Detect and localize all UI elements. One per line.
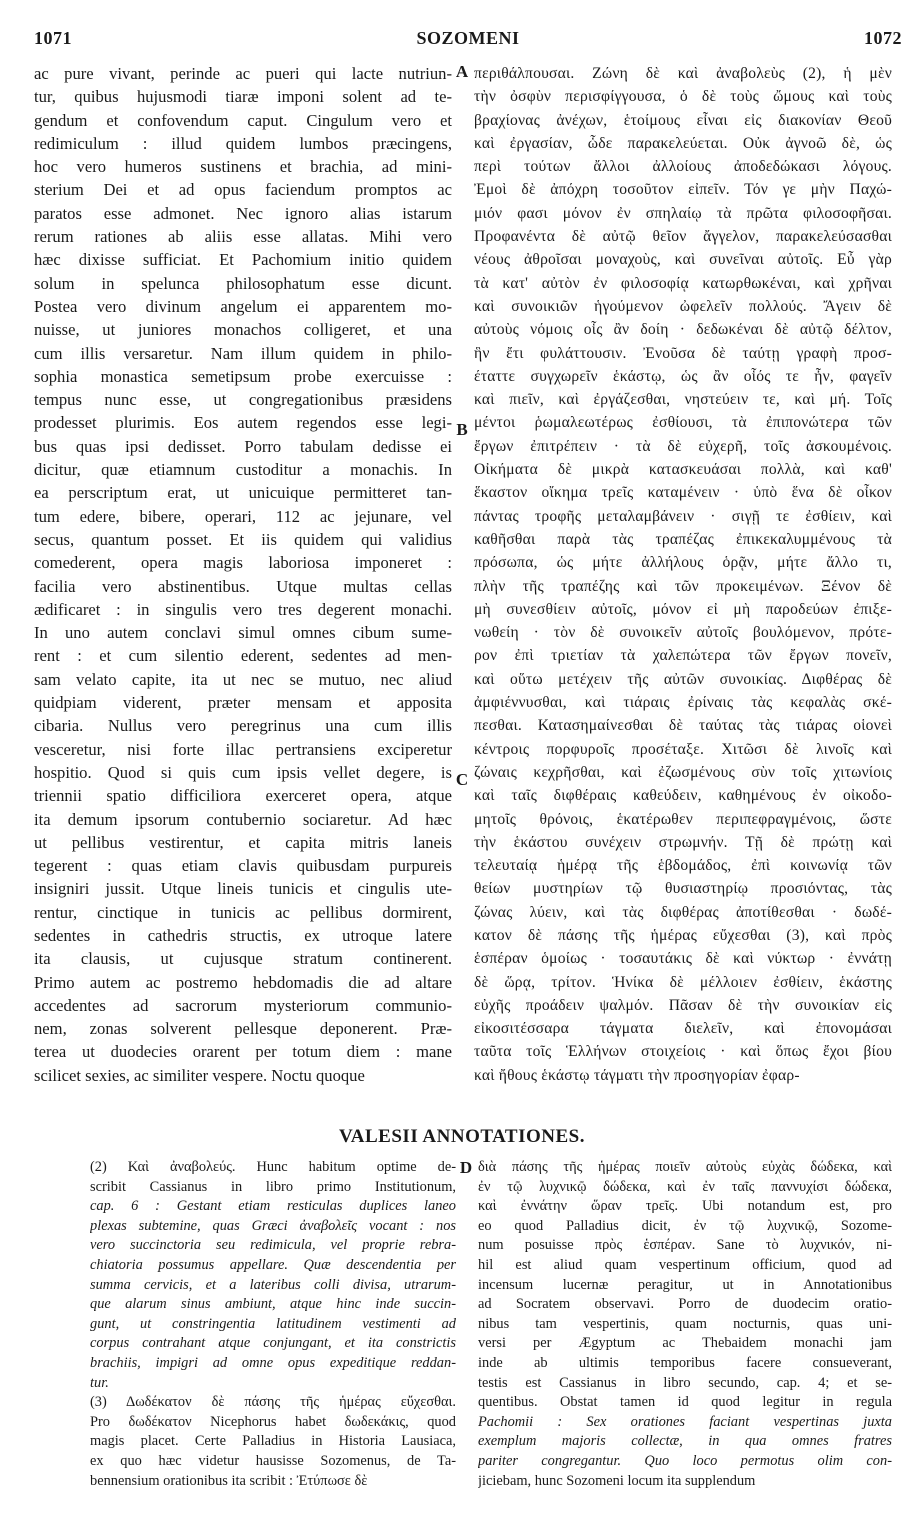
annotation-line: versi per Ægyptum ac Thebaidem monachi jam bbox=[478, 1335, 892, 1352]
greek-text-line: πάντας τροφῆς μεταλαμβάνειν · σιγῇ τε ἐσθίειν, καὶ bbox=[474, 507, 892, 525]
latin-text-line: hospitio. Quod si quis cum ipsis vellet degere, is bbox=[34, 762, 452, 782]
annotation-line: summa cervicis, et a lateribus colli divisa, utrarum- bbox=[90, 1276, 456, 1293]
section-marker-c: C bbox=[455, 770, 469, 789]
latin-text-line: solum in spelunca philosophatum esse dicunt. bbox=[34, 273, 452, 293]
latin-text-line: secus, quantum posset. Et iis quidem qui validius bbox=[34, 529, 452, 549]
latin-text-line: tegerent : quas etiam clavis quibusdam purpureis bbox=[34, 856, 452, 876]
annotation-line: Pachomii : Sex orationes faciant vespertinas juxta bbox=[478, 1413, 892, 1430]
greek-text-line: κατον δὲ πάσης τῆς ἡμέρας εὔχεσθαι (3), καὶ πρὸς bbox=[474, 926, 892, 944]
greek-text-line: μητοῖς θρόνοις, ἑκατέρωθεν περιπεφραγμένοις, ὥστε bbox=[474, 810, 892, 828]
annotation-line: testis est Cassianus in libro secundo, cap. 4; et se- bbox=[478, 1374, 892, 1391]
greek-text-line: εἰκοσιτέσσαρα τάγματα διελεῖν, καὶ ἐπονομάσαι bbox=[474, 1020, 892, 1038]
greek-text-line: ἣν ἔτι φυλάττουσιν. Ἐνοῦσα δὲ ταύτῃ γραφὴ προσ- bbox=[474, 344, 892, 362]
annotation-line: hil est aliud quam vespertinum officium, quod ad bbox=[478, 1256, 892, 1273]
annotation-line: tur. bbox=[90, 1374, 109, 1391]
annotation-line: Pro δωδέκατον Nicephorus habet δωδεκάκις, quod bbox=[90, 1413, 456, 1430]
annotation-line: magis placet. Certe Palladius in Historia Lausiaca, bbox=[90, 1433, 456, 1450]
latin-text-line: tempus nunc esse, ut congregationibus præsidens bbox=[34, 390, 452, 410]
latin-text-line: hoc vero humeros sustinens et brachia, ad mini- bbox=[34, 157, 452, 177]
greek-text-line: ἀμφιέννυσθαι, καὶ τιάραις ἐρίναις τὰς κεφαλὰς σκέ- bbox=[474, 694, 892, 712]
latin-text-line: vesceretur, nisi forte illac pertransiens exciperetur bbox=[34, 739, 452, 759]
latin-text-line: redimiculum : illud quidem lumbos præcingens, bbox=[34, 133, 452, 153]
latin-text-line: cum illis versaretur. Nam illum quidem in philo- bbox=[34, 343, 452, 363]
latin-text-line: comederent, opera magis laboriosa imponeret : bbox=[34, 553, 452, 573]
latin-text-line: sam velato capite, ita ut nec se mutuo, nec aliud bbox=[34, 669, 452, 689]
greek-text-line: κέντροις πορφυροῖς προσέταξε. Χιτῶσι δὲ λινοῖς καὶ bbox=[474, 740, 892, 758]
latin-text-line: ut pellibus vestirentur, et capita mitris laneis bbox=[34, 832, 452, 852]
latin-text-line: nuisse, ut juniores monachos colligeret, et una bbox=[34, 320, 452, 340]
annotation-line: que alarum sinus ambiunt, atque hinc inde succin- bbox=[90, 1296, 456, 1313]
greek-text-line: θείων μυστηρίων τῷ θυσιαστηρίῳ προσιόντας, τὰς bbox=[474, 880, 892, 898]
right-column-number: 1072 bbox=[864, 28, 902, 48]
latin-text-line: triennii spatio difficiliora exerceret opera, atque bbox=[34, 786, 452, 806]
greek-text-line: Οἰκήματα δὲ μικρὰ κατασκευάσαι πολλὰ, καὶ καθ' bbox=[474, 461, 892, 479]
latin-text-line: ita demum ipsorum contubernio sociaretur. Ad hæc bbox=[34, 809, 452, 829]
greek-text-line: καὶ ἐργασίαν, ὧδε παρακελεύεται. Οὐκ ἀγνοῶ δὲ, ὡς bbox=[474, 134, 892, 152]
greek-text-line: ρον ἐπὶ τριετίαν τὰ χαλεπώτερα τῶν ἔργων πονεῖν, bbox=[474, 647, 892, 665]
greek-text-line: τὴν ἑκάστου συνέχειν στρωμνήν. Τῇ δὲ πρώτῃ καὶ bbox=[474, 833, 892, 851]
annotation-line: chiatoria possumus appellare. Quæ descendentia per bbox=[90, 1256, 456, 1273]
greek-text-line: καὶ συνοικιῶν ἡγούμενον ὠφελεῖν πολλούς. Ἄγειν δὲ bbox=[474, 297, 892, 315]
annotation-line: (3) Δωδέκατον δὲ πάσης τῆς ἡμέρας εὔχεσθαι. bbox=[90, 1394, 456, 1411]
annotation-line: corpus contrahant atque conjungant, et ita constrictis bbox=[90, 1335, 456, 1352]
greek-text-line: πεσθαι. Κατασημαίνεσθαι δὲ ταύτας τὰς τιάρας οἱονεὶ bbox=[474, 717, 892, 735]
greek-text-line: Ἐμοὶ δὲ ἀπόχρη τοσοῦτον εἰπεῖν. Τόν γε μὴν Παχώ- bbox=[474, 181, 892, 199]
latin-text-line: prodesset plurimis. Eos autem regendos esse legi- bbox=[34, 413, 452, 433]
latin-text-line: Primo autem ac postremo hebdomadis die ad altare bbox=[34, 972, 452, 992]
latin-text-line: ita clausis, ut cujusque stratum continerent. bbox=[34, 949, 452, 969]
greek-text-line: καὶ οὕτω μετέχειν τῆς αὐτῶν συνοικίας. Διφθέρας δὲ bbox=[474, 670, 892, 688]
latin-text-line: Postea vero divinum angelum ei apparentem mo- bbox=[34, 296, 452, 316]
greek-text-line: ἑσπέραν ὁμοίως · τοσαυτάκις δὲ καὶ νύκτωρ · ἐννάτῃ bbox=[474, 950, 892, 968]
greek-text-line: καὶ ταῖς διφθέραις καθεύδειν, καθημένους ἐν οἰκοδο- bbox=[474, 787, 892, 805]
annotation-line: nibus tam vespertinis, quam nocturnis, quas uni- bbox=[478, 1315, 892, 1332]
greek-text-line: περιθάλπουσαι. Ζώνη δὲ καὶ ἀναβολεὺς (2), ἡ μὲν bbox=[474, 65, 892, 82]
greek-text-line: ἕκαστον οἴκημα τρεῖς καταμένειν · ὑπὸ ἕνα δὲ οἶκον bbox=[474, 484, 892, 502]
annotation-line: (2) Καὶ ἀναβολεύς. Hunc habitum optime de- bbox=[90, 1159, 456, 1175]
annotation-line: exemplum majoris collectæ, in qua omnes fratres bbox=[478, 1433, 892, 1450]
annotations-right-column bbox=[478, 1158, 892, 1533]
annotation-line: scribit Cassianus in libro primo Institutionum, bbox=[90, 1178, 456, 1195]
greek-text-line: μέντοι ῥωμαλεωτέρως ἐσθίουσι, τὰ ἐπιπονώτερα τῶν bbox=[474, 414, 892, 432]
latin-text-line: scilicet sexies, ac similiter vespere. Noctu quoque bbox=[34, 1065, 365, 1085]
annotation-line: quentibus. Obstat tamen id quod legitur in regula bbox=[478, 1394, 892, 1411]
greek-text-line: δὲ ὥρᾳ, τρίτον. Ἡνίκα δὲ μέλλοιεν ἐσθίειν, ἑκάστης bbox=[474, 973, 892, 991]
annotation-line: gunt, ut constringentia latitudinem vestimenti ad bbox=[90, 1315, 456, 1332]
greek-text-line: ταῦτα τοῖς Ἑλλήνων στοιχείοις · καὶ ὅπως ἔχοι βίου bbox=[474, 1043, 892, 1061]
annotation-line: ἐν τῷ λυχνικῷ δώδεκα, καὶ ἐν ταῖς παννυχίσι δώδεκα, bbox=[478, 1178, 892, 1195]
greek-text-line: καὶ πιεῖν, καὶ ἐργάζεσθαι, νηστεύειν τε, καὶ μή. Τοῖς bbox=[474, 391, 892, 409]
latin-text-line: gendum et confovendum caput. Cingulum vero et bbox=[34, 110, 452, 130]
greek-text-line: ἔργων ἐπιτρέπειν · τὰ δὲ εὐχερῆ, τοῖς ἀσκουμένοις. bbox=[474, 437, 892, 455]
greek-text-line: έταττε συγχωρεῖν ἑκάστῳ, ὡς ἂν οἷός τε ἦν, φαγεῖν bbox=[474, 367, 892, 385]
latin-text-line: rerum rationes ab aliis esse allatas. Mihi vero bbox=[34, 227, 452, 247]
annotation-line: brachiis, impigri ad omne opus expeditique reddan- bbox=[90, 1354, 456, 1371]
annotation-line: eo quod Palladius dicit, ἐν τῷ λυχνικῷ, Sozome- bbox=[478, 1217, 892, 1234]
greek-text-line: μιόν φασι μόνον ἐν σπηλαίῳ τὰ πρῶτα φιλοσοφῆσαι. bbox=[474, 204, 892, 222]
greek-text-line: νέους ἀθροῖσαι μοναχοὺς, καὶ συνεῖναι αὐτοῖς. Εὖ γὰρ bbox=[474, 251, 892, 269]
latin-text-line: ædificaret : in singulis vero tres degerent monachi. bbox=[34, 599, 452, 619]
greek-text-line: μὴ συνεσθίειν αὐτοῖς, μόνον εἰ μὴ παροδεύων ἐπιξε- bbox=[474, 600, 892, 618]
section-marker-a: A bbox=[455, 62, 469, 81]
latin-text-line: paratos esse admonet. Nec ignoro alias istarum bbox=[34, 203, 452, 223]
latin-text-line: quidpiam viderent, præter mensam et apposita bbox=[34, 693, 452, 713]
latin-text-line: bus quas ipsi dedisset. Porro tabulam dedisse ei bbox=[34, 436, 452, 456]
annotation-line: inde ab ultimis temporibus facere consueverant, bbox=[478, 1354, 892, 1371]
latin-text-line: sophia monastica semetipsum probe exercuisse : bbox=[34, 366, 452, 386]
annotation-line: jiciebam, hunc Sozomeni locum ita supplendum bbox=[478, 1472, 756, 1489]
greek-text-line: νωθείη · τὸν δὲ συνοικεῖν αὐτοῖς βουλόμενον, πρότε- bbox=[474, 624, 892, 642]
annotations-left-column bbox=[90, 1158, 456, 1533]
greek-text-line: τὴν ὀσφὺν περισφίγγουσα, ὁ δὲ τοὺς ὤμους καὶ τοὺς bbox=[474, 88, 892, 106]
annotation-line: ex quo hæc videtur hausisse Sozomenus, de Ta- bbox=[90, 1452, 456, 1469]
latin-text-line: tum edere, bibere, operari, 112 ac jejunare, vel bbox=[34, 506, 452, 526]
greek-text-line: πρόσωπα, ὡς μήτε ἀλλήλους ὁρᾷν, μήτε ἄλλο τι, bbox=[474, 554, 892, 572]
greek-text-line: καθῆσθαι παρὰ τὰς τραπέζας ἐπικεκαλυμμένους τὰ bbox=[474, 530, 892, 548]
greek-text-column bbox=[474, 62, 892, 1122]
latin-text-line: facilia vero abstinentibus. Utque multas cellas bbox=[34, 576, 452, 596]
annotation-line: καὶ ἐννάτην ὥραν τρεῖς. Ubi notandum est, pro bbox=[478, 1198, 892, 1215]
latin-text-line: tur, quibus hujusmodi tiaræ imponi solent ad te- bbox=[34, 87, 452, 107]
annotation-line: διὰ πάσης τῆς ἡμέρας ποιεῖν αὐτοὺς εὐχὰς δώδεκα, καὶ bbox=[478, 1159, 892, 1175]
latin-text-line: cibaria. Nullus vero peregrinus una cum illis bbox=[34, 716, 452, 736]
annotation-line: vero succinctoria seu redimicula, vel proprie rebra- bbox=[90, 1237, 456, 1254]
annotation-line: pariter congregantur. Quo loco permotus olim con- bbox=[478, 1452, 892, 1469]
latin-text-line: terea ut duodecies orarent per totum diem : mane bbox=[34, 1042, 452, 1062]
section-marker-d: D bbox=[459, 1158, 473, 1177]
greek-text-line: Προφανέντα δὲ αὐτῷ θεῖον ἄγγελον, παρακελεύσασθαι bbox=[474, 228, 892, 246]
latin-text-line: sedentes in cathedris structis, ex utroque latere bbox=[34, 925, 452, 945]
section-marker-b: B bbox=[456, 420, 468, 439]
latin-text-column bbox=[34, 62, 452, 1122]
greek-text-line: ζώναις κεχρῆσθαι, καὶ ἐζωσμένους σὺν τοῖς χιτωνίοις bbox=[474, 763, 892, 781]
latin-text-line: rent : et cum silentio ederent, sedentes ad men- bbox=[34, 646, 452, 666]
annotation-line: ad Socratem observavi. Porro de duodecim oratio- bbox=[478, 1296, 892, 1313]
latin-text-line: hæc dixisse sufficiat. Et Pachomium initio quidem bbox=[34, 250, 452, 270]
greek-text-line: βραχίονας ἀνέχων, ἑτοίμους εἶναι εἰς διακονίαν Θεοῦ bbox=[474, 111, 892, 129]
greek-text-line: τελευταίᾳ ἡμέρᾳ τῆς ἑβδομάδος, ἐπὶ κοινωνίᾳ τῶν bbox=[474, 857, 892, 875]
annotation-line: incensum lucernæ peragitur, ut in Annotationibus bbox=[478, 1276, 892, 1293]
running-header bbox=[34, 28, 902, 54]
annotation-line: num posuisse πρὸς ἑσπέραν. Sane τὸ λυχνικόν, ni- bbox=[478, 1237, 892, 1254]
greek-text-line: περὶ τούτων ἄλλοι ἀλλοίους ἀποδεδώκασι λόγους. bbox=[474, 158, 892, 176]
latin-text-line: dicitur, quæ etiamnum custoditur a monachis. In bbox=[34, 460, 452, 480]
greek-text-line: τὰ κατ' αὐτὸν ἐν φιλοσοφίᾳ κατωρθωκέναι, καὶ χρῆναι bbox=[474, 274, 892, 292]
greek-text-line: αὐτοὺς νόμοις οἷς ἂν δοίη · δεδωκέναι δὲ αὐτῷ δέλτον, bbox=[474, 321, 892, 339]
annotation-line: plexas subtemine, quas Græci ἀναβολεῖς vocant : nos bbox=[90, 1217, 456, 1234]
annotation-line: cap. 6 : Gestant etiam resticulas duplices laneo bbox=[90, 1198, 456, 1215]
latin-text-line: sterium Dei et ad opus faciendum promptos ac bbox=[34, 180, 452, 200]
annotations-title: VALESII ANNOTATIONES. bbox=[339, 1126, 585, 1147]
greek-text-line: πλὴν τῆς τραπέζης καὶ τῶν προκειμένων. Ξένον δὲ bbox=[474, 577, 892, 595]
greek-text-line: εὐχῆς προάδειν ψαλμόν. Πᾶσαν δὲ τὴν συνοικίαν εἰς bbox=[474, 996, 892, 1014]
greek-text-line: καὶ ἤθους ἑκάστῳ τάγματι τὴν προσηγορίαν ἐφαρ- bbox=[474, 1066, 800, 1084]
latin-text-line: accedentes ad sacrorum mysteriorum communio- bbox=[34, 995, 452, 1015]
latin-text-line: insigniri jussit. Utque lineis tunicis et cingulis ute- bbox=[34, 879, 452, 899]
running-title: SOZOMENI bbox=[416, 28, 520, 48]
left-column-number: 1071 bbox=[34, 28, 72, 48]
latin-text-line: ac pure vivant, perinde ac pueri qui lacte nutriun- bbox=[34, 64, 452, 83]
annotation-line: bennensium orationibus ita scribit : Ἐτύπωσε δὲ bbox=[90, 1472, 368, 1489]
latin-text-line: In uno autem conclavi simul omnes cibum sume- bbox=[34, 623, 452, 643]
latin-text-line: nem, zonas solverent pellesque deponerent. Præ- bbox=[34, 1019, 452, 1039]
latin-text-line: ea perscriptum erat, ut unicuique permitteret tan- bbox=[34, 483, 452, 503]
latin-text-line: rentur, cinctique in tunicis ac pellibus dormirent, bbox=[34, 902, 452, 922]
greek-text-line: ζώνας λύειν, καὶ τὰς διφθέρας ἀποτίθεσθαι · δωδέ- bbox=[474, 903, 892, 921]
